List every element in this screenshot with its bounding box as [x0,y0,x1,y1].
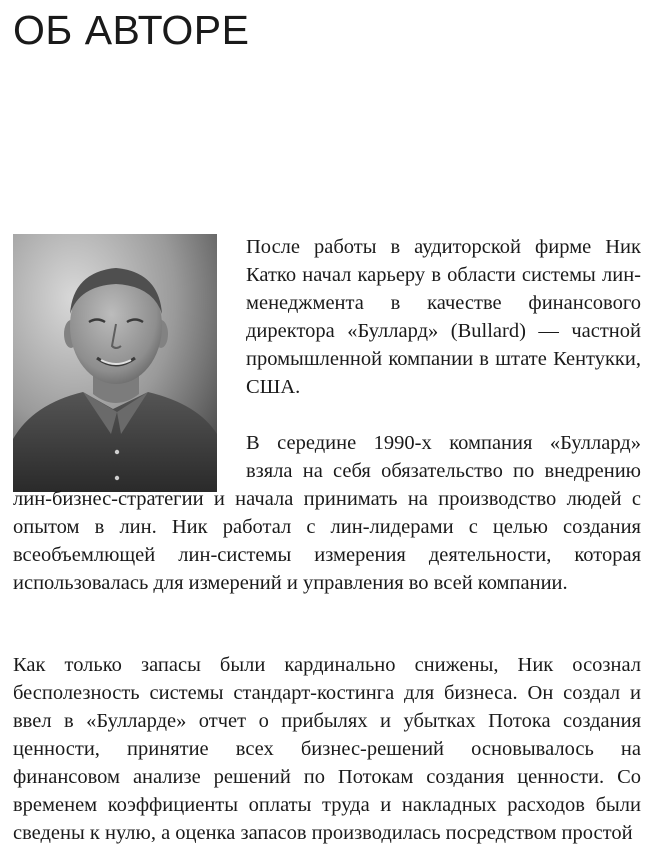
paragraph-intro: После работы в аудиторской фирме Ник Катко начал карьеру в области системы лин-менеджмента в качестве финансового директора «Буллард» (Bullard) — частной промышленной компании в штате Кентукки, США. [246,236,641,398]
paragraph-1990s-text: В середине 1990-х компания «Буллард» взяла на себя обязательство по внедрению лин-бизнес-стратегии и начала принимать на производство людей с опытом в лин. Ник работал с лин-лидерами с целью создания всеобъемлющей лин-системы измерения деятельности, которая использовалась для измерений и управления во всей компании. [13,432,641,594]
paragraph-costing: Как только запасы были кардинально снижены, Ник осознал бесполезность системы стандарт-костинга для бизнеса. Он создал и ввел в «Булларде» отчет о прибылях и убытках Потока создания ценности, принятие всех бизнес-решений основывалось на финансовом анализе решений по Потокам создания ценности. Со временем коэффициенты оплаты труда и накладных расходов были сведены к нулю, а оценка запасов производилась посредством простой [13,654,641,844]
photo-wrap-spacer [13,429,246,485]
paragraph-1990s [13,429,641,597]
page-title: ОБ АВТОРЕ [13,7,250,53]
